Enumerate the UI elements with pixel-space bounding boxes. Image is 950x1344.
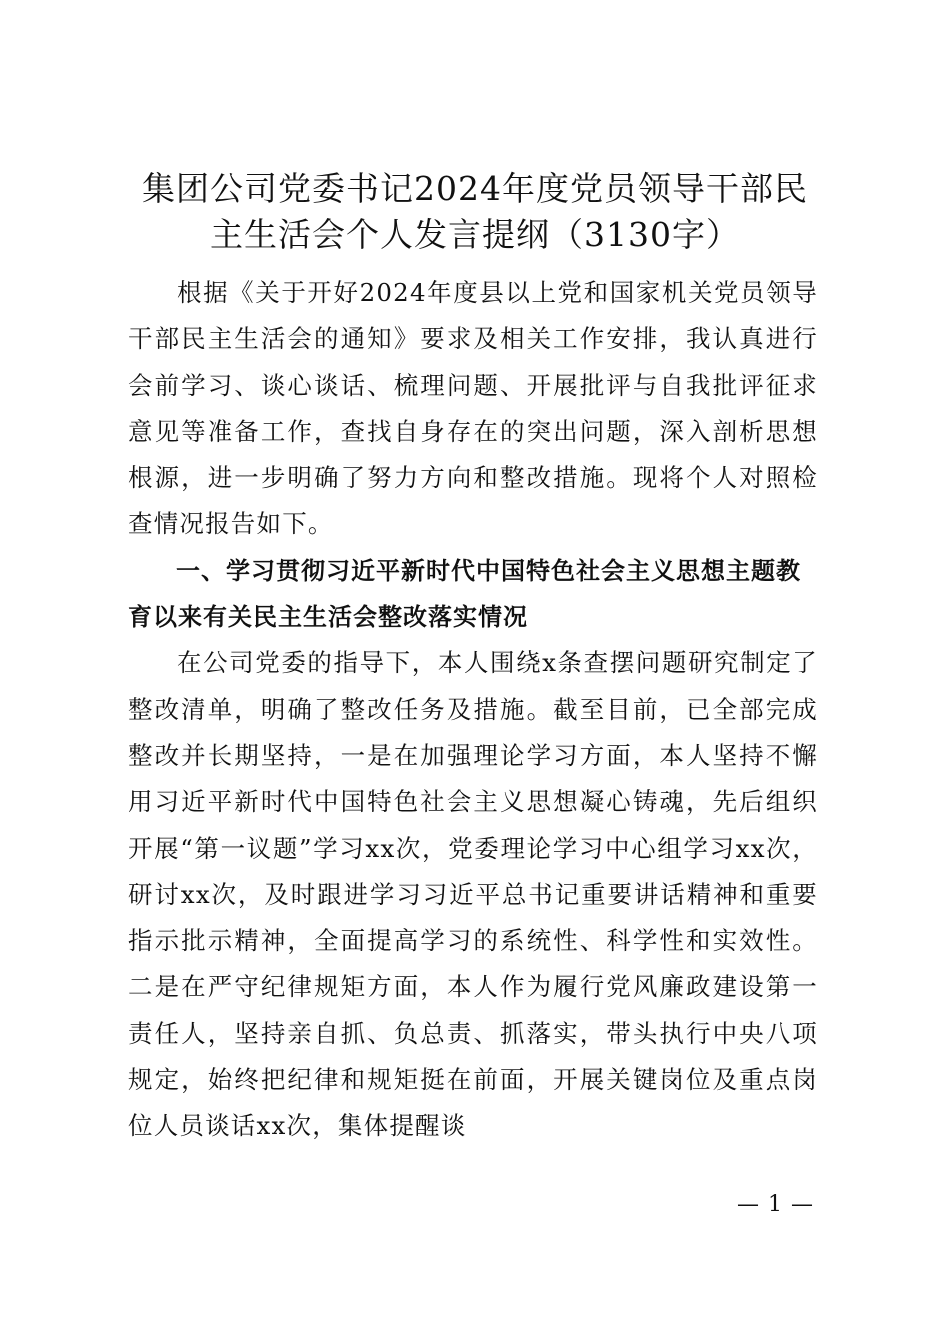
intro-paragraph: 根据《关于开好2024年度县以上党和国家机关党员领导干部民主生活会的通知》要求及相关工作安排，我认真进行会前学习、谈心谈话、梳理问题、开展批评与自我批评征求意见等准备工作，查找自身存在的突出问题，深入剖析思想根源，进一步明确了努力方向和整改措施。现将个人对照检查情况报告如下。: [128, 278, 818, 539]
title-line-2: 主生活会个人发言提纲（3130字）: [210, 215, 740, 254]
document-body: [128, 270, 818, 1150]
document-title: [120, 166, 830, 258]
title-line-1: 集团公司党委书记2024年度党员领导干部民: [142, 169, 808, 208]
section-1-paragraph: 在公司党委的指导下，本人围绕x条查摆问题研究制定了整改清单，明确了整改任务及措施。截至目前，已全部完成整改并长期坚持，一是在加强理论学习方面，本人坚持不懈用习近平新时代中国特色社会主义思想凝心铸魂，先后组织开展“第一议题”学习xx次，党委理论学习中心组学习xx次，研讨xx次，及时跟进学习习近平总书记重要讲话精神和重要指示批示精神，全面提高学习的系统性、科学性和实效性。二是在严守纪律规矩方面，本人作为履行党风廉政建设第一责任人，坚持亲自抓、负总责、抓落实，带头执行中央八项规定，始终把纪律和规矩挺在前面，开展关键岗位及重点岗位人员谈话xx次，集体提醒谈: [128, 648, 818, 1141]
page-number: — 1 —: [737, 1192, 814, 1217]
section-1-heading: 一、学习贯彻习近平新时代中国特色社会主义思想主题教育以来有关民主生活会整改落实情况: [128, 556, 801, 632]
